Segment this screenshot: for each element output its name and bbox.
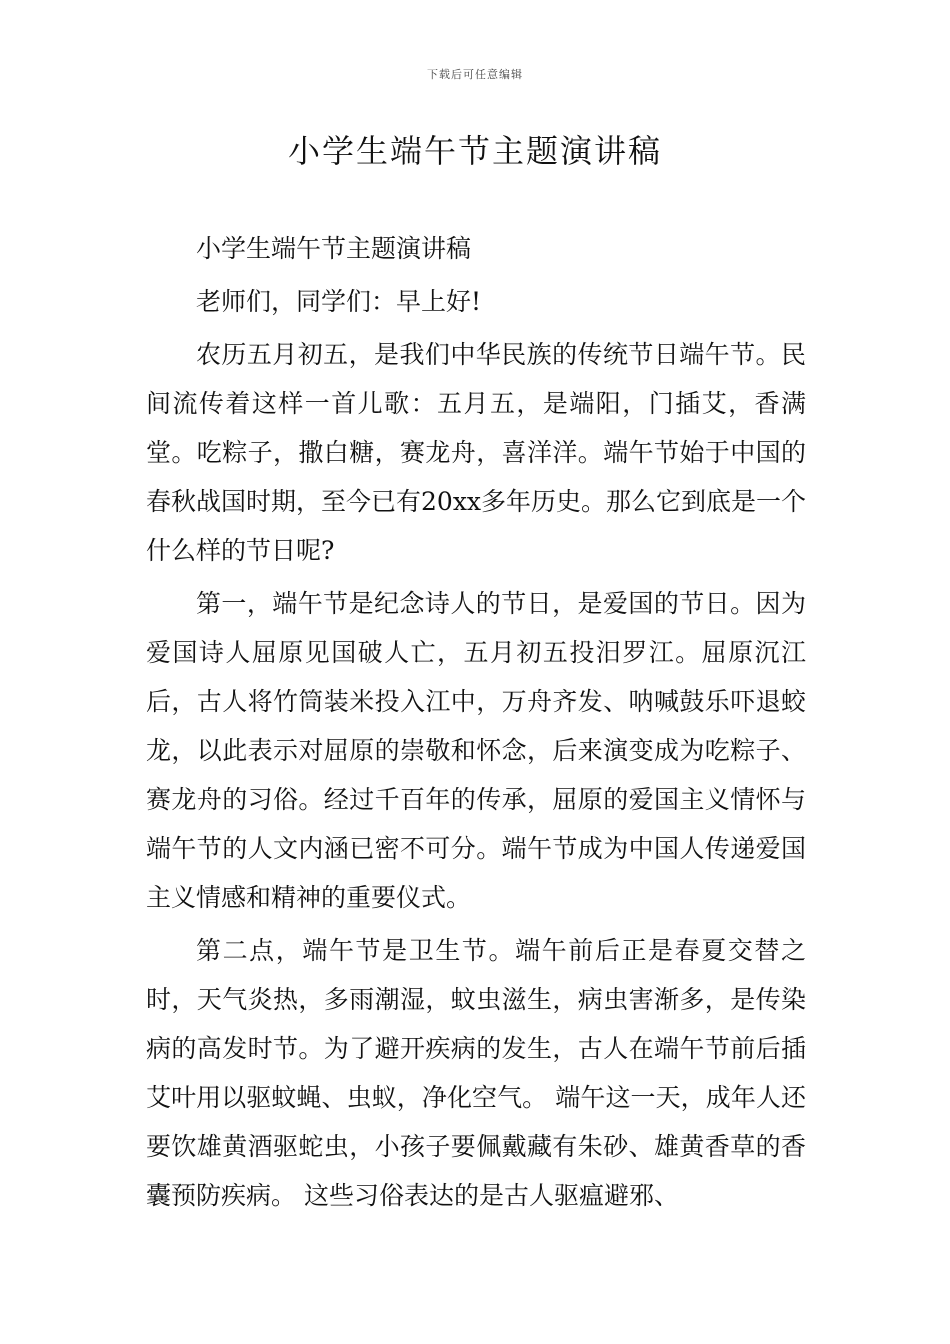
header-note: 下载后可任意编辑 [427,68,523,81]
paragraph-point-two: 第二点，端午节是卫生节。端午前后正是春夏交替之时，天气炎热，多雨潮湿，蚊虫滋生，病虫害渐多，是传染病的高发时节。为了避开疾病的发生，古人在端午节前后插艾叶用以驱蚊蝇、虫蚁，净化空气。 端午这一天，成年人还要饮雄黄酒驱蛇虫，小孩子要佩戴藏有朱砂、雄黄香草的香囊预防疾病。 这些习俗表达的是古人驱瘟避邪、 [146,936,806,1210]
paragraph-intro: 农历五月初五，是我们中华民族的传统节日端午节。民间流传着这样一首儿歌：五月五，是端阳，门插艾，香满堂。吃粽子，撒白糖，赛龙舟，喜洋洋。端午节始于中国的春秋战国时期，至今已有20xx多年历史。那么它到底是一个什么样的节日呢? [146,340,807,565]
paragraph-point-one: 第一，端午节是纪念诗人的节日，是爱国的节日。因为爱国诗人屈原见国破人亡，五月初五投汨罗江。屈原沉江后，古人将竹筒装米投入江中，万舟齐发、呐喊鼓乐吓退蛟龙，以此表示对屈原的崇敬和怀念，后来演变成为吃粽子、赛龙舟的习俗。经过千百年的传承，屈原的爱国主义情怀与端午节的人文内涵已密不可分。端午节成为中国人传递爱国主义情感和精神的重要仪式。 [146,589,806,912]
document-body [146,224,806,1224]
paragraph-subtitle: 小学生端午节主题演讲稿 [196,234,472,263]
paragraph-greeting: 老师们，同学们：早上好! [196,287,482,316]
document-title: 小学生端午节主题演讲稿 [287,132,662,170]
